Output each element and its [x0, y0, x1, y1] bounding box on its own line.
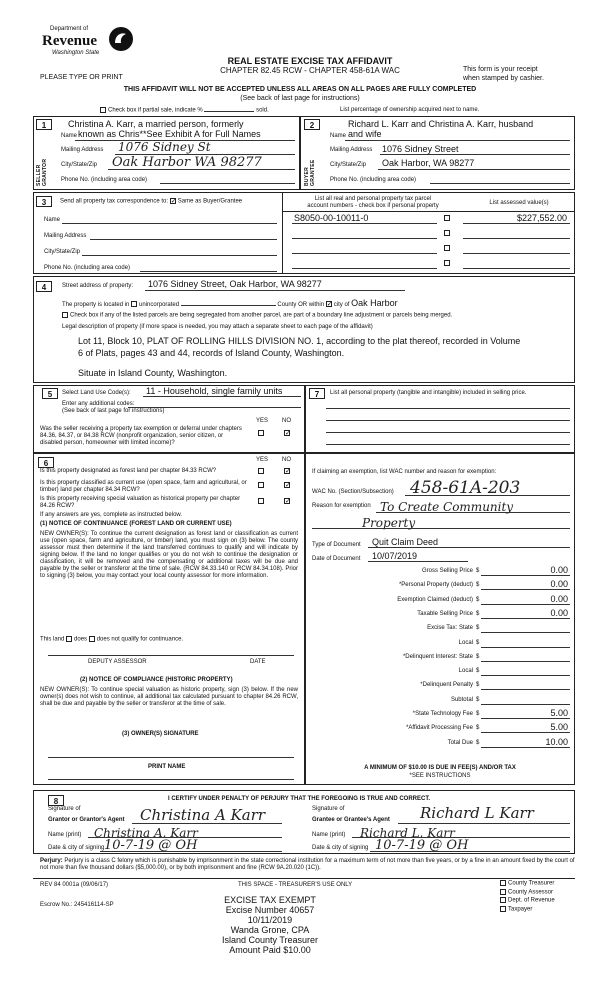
total-value[interactable]: 0.00 — [550, 579, 568, 590]
exemption-claim-label: If claiming an exemption, list WAC number and reason for exemption: — [312, 469, 497, 475]
buyer-name-line2[interactable]: and wife — [348, 129, 382, 139]
copy-checkbox[interactable] — [500, 906, 506, 912]
historic-no-checkbox[interactable] — [284, 498, 290, 504]
buyer-city-label: City/State/Zip — [330, 162, 367, 168]
total-value[interactable]: 5.00 — [550, 708, 568, 718]
total-label: *State Technology Fee — [412, 711, 473, 717]
section-6-number: 6 — [38, 457, 54, 468]
dept-label: Department of — [50, 26, 89, 32]
treasurer-space: THIS SPACE - TREASURER'S USE ONLY — [238, 882, 353, 888]
grantor-sig-of: Signature of — [48, 806, 81, 812]
s3-phone-label: Phone No. (including area code) — [44, 265, 131, 271]
print-name-label: PRINT NAME — [148, 764, 186, 770]
grantee-label: Grantee or Grantee's Agent — [312, 817, 390, 823]
forest-no-checkbox[interactable] — [284, 468, 290, 474]
grantee-name-print[interactable]: Richard L. Karr — [360, 826, 455, 840]
form-chapter: CHAPTER 82.45 RCW - CHAPTER 458-61A WAC — [220, 66, 400, 75]
buyer-vert-label: BUYER GRANTEE — [304, 159, 316, 186]
doc-type-label: Type of Document — [312, 542, 361, 548]
exempt-stamp — [190, 895, 350, 955]
street-label: Street address of property: — [62, 283, 134, 289]
grantee-date-city[interactable]: 10-7-19 @ OH — [375, 838, 469, 853]
grantor-label: Grantor or Grantor's Agent — [48, 817, 125, 823]
grantor-date-label: Date & city of signing — [48, 845, 105, 851]
s5-no: NO — [282, 418, 291, 424]
parcel-header-2: account numbers - check box if personal property — [307, 203, 439, 209]
if-yes-note: If any answers are yes, complete as instructed below. — [40, 512, 183, 518]
see-instructions: *SEE INSTRUCTIONS — [409, 773, 471, 779]
total-label: Exemption Claimed (deduct) — [397, 596, 473, 603]
revenue-logo — [40, 24, 140, 72]
buyer-name-label: Name — [330, 133, 347, 139]
s6-yes: YES — [256, 457, 269, 463]
historic-yes-checkbox[interactable] — [258, 498, 264, 504]
parcel-header-1: List all real and personal property tax parcel — [314, 196, 432, 202]
notice2-body: NEW OWNER(S): To continue special valuation as historic property, sign (3) below. If the new owner(s) does not wish to continue, all additional tax calculated pursuant to chapter 84.26 RCW, shall be due and payable by the seller or transferor at the time of sale. — [40, 687, 298, 707]
total-label: *Personal Property (deduct) — [398, 582, 473, 589]
section-5-number: 5 — [42, 388, 58, 399]
grantee-date-label: Date & city of signing — [312, 845, 369, 851]
grantor-name-label: Name (print) — [48, 832, 82, 838]
exempt-no-checkbox[interactable] — [284, 430, 290, 436]
partial-sale-checkbox[interactable] — [100, 107, 106, 113]
escrow: Escrow No.: 245416114-SP — [40, 902, 114, 908]
total-label: *Delinquent Interest: State — [402, 653, 473, 660]
unincorporated-checkbox[interactable] — [131, 301, 137, 307]
section-3-number: 3 — [36, 196, 52, 207]
total-value[interactable]: 0.00 — [550, 593, 568, 604]
total-label: Gross Selling Price — [421, 568, 473, 574]
copy-label: County Treasurer — [508, 880, 555, 887]
does-not-checkbox[interactable] — [89, 636, 95, 642]
logo-sub: Washington State — [52, 50, 100, 56]
dollar-sign: $ — [476, 682, 480, 689]
buyer-mailing-value[interactable]: 1076 Sidney Street — [382, 144, 459, 154]
exempt-question: Was the seller receiving a property tax exemption or deferral under chapters 84.36, 84.37, or 84.38 RCW (nonprofit organization, senior citizen, or disabled person, homeowner with limited income)? — [40, 426, 242, 446]
parcel-number[interactable]: S8050-00-10011-0 — [294, 213, 369, 223]
notice1-body: NEW OWNER(S): To continue the current designation as forest land or classification as current use (open space, farm and agriculture, or timber) land, you must sign on (3) below. The county assessor must then determine if the land transferred continues to qualify and will indicate by signing below. If the land no longer qualifies or you do not wish to continue the designation or classification, it will be removed and the compensating or additional taxes will be due and payable by the seller or transferor at the time of sale. (RCW 84.33.140 or RCW 84.34.108). Prior to signing (3) below, you may contact your local county assessor for more information. — [40, 531, 298, 579]
grantor-signature[interactable]: Christina A Karr — [140, 806, 266, 824]
seller-city-value[interactable]: Oak Harbor WA 98277 — [112, 155, 262, 170]
section-8-number: 8 — [48, 795, 64, 806]
wac-value[interactable]: 458-61A-203 — [410, 478, 521, 498]
historic-q: Is this property receiving special valuation as historical property per chapter 84.26 RCW? — [40, 496, 241, 509]
grantee-signature[interactable]: Richard L Karr — [420, 804, 534, 822]
total-label: Local — [458, 639, 473, 646]
copy-label: Taxpayer — [508, 906, 533, 913]
logo-swirl-icon — [108, 26, 134, 52]
buyer-city-value[interactable]: Oak Harbor, WA 98277 — [382, 158, 475, 168]
receipt-note-1: This form is your receipt — [463, 66, 538, 73]
doc-date-value[interactable]: 10/07/2019 — [372, 551, 418, 561]
same-as-buyer-checkbox[interactable] — [170, 198, 176, 204]
copy-item[interactable] — [500, 889, 555, 897]
stamp-line-4: Wanda Grone, CPA — [230, 925, 310, 935]
street-value[interactable]: 1076 Sidney Street, Oak Harbor, WA 98277 — [148, 279, 322, 289]
legal-label: Legal description of property (if more space is needed, you may attach a separate sheet to each page of the affidavit) — [62, 324, 373, 330]
assessed-header: List assessed value(s) — [489, 200, 549, 206]
doc-date-label: Date of Document — [312, 556, 361, 562]
buyer-phone-label: Phone No. (including area code) — [330, 177, 417, 183]
warning-text: THIS AFFIDAVIT WILL NOT BE ACCEPTED UNLESS ALL AREAS ON ALL PAGES ARE FULLY COMPLETED — [123, 86, 477, 93]
forest-yes-checkbox[interactable] — [258, 468, 264, 474]
parcel-personal-checkbox-3[interactable] — [444, 245, 450, 251]
dollar-sign: $ — [476, 639, 480, 646]
copy-item[interactable] — [500, 880, 555, 888]
seller-mailing-value[interactable]: 1076 Sidney St — [118, 140, 211, 154]
copy-checkbox[interactable] — [500, 880, 506, 886]
segregated-checkbox[interactable] — [62, 312, 68, 318]
copy-checkbox[interactable] — [500, 889, 506, 895]
copy-checklist — [500, 880, 555, 914]
s5-yes: YES — [256, 418, 269, 424]
s3-city-label: City/State/Zip — [44, 249, 81, 255]
seller-name-line1: Christina A. Karr, a married person, formerly — [68, 119, 244, 129]
city-of-checkbox[interactable] — [326, 301, 332, 307]
exempt-yes-checkbox[interactable] — [258, 430, 264, 436]
notice1-title: (1) NOTICE OF CONTINUANCE (FOREST LAND OR CURRENT USE) — [40, 521, 232, 527]
enter-codes: Enter any additional codes: — [62, 401, 135, 407]
located-in: The property is located in unincorporated County OR within ✓ city of Oak Harbor — [62, 298, 398, 309]
form-title: REAL ESTATE EXCISE TAX AFFIDAVIT — [227, 56, 393, 66]
current-use-q: Is this property classified as current use (open space, farm and agricultural, or timber) land per chapter 84.34 RCW? — [40, 480, 247, 493]
deputy-assessor: DEPUTY ASSESSOR — [88, 659, 147, 665]
grantor-name-print[interactable]: Christina A. Karr — [94, 826, 198, 840]
seller-mailing-label: Mailing Address — [61, 147, 104, 153]
total-value[interactable]: 10.00 — [545, 736, 568, 747]
section-7-number: 7 — [309, 388, 325, 399]
copy-label: County Assessor — [508, 889, 554, 896]
grantee-sig-of: Signature of — [312, 806, 345, 812]
section-2-number: 2 — [304, 119, 320, 130]
partial-sale: Check box if partial sale, indicate % sold. — [100, 107, 269, 115]
parcel-personal-checkbox-4[interactable] — [444, 260, 450, 266]
total-label: Excise Tax: State — [427, 625, 473, 632]
situate-line: Situate in Island County, Washington. — [78, 368, 228, 378]
stamp-line-1: EXCISE TAX EXEMPT — [224, 895, 316, 905]
dollar-sign: $ — [476, 582, 480, 589]
parcel-personal-checkbox-1[interactable] — [444, 215, 450, 221]
s3-name-label: Name — [44, 217, 61, 223]
s5-see-back: (See back of last page for instructions) — [62, 408, 165, 414]
reason-line-1[interactable]: To Create Community — [380, 500, 514, 514]
stamp-line-3: 10/11/2019 — [247, 915, 293, 925]
this-land: This land does does not qualify for continuance. — [40, 636, 184, 643]
s6-no: NO — [282, 457, 291, 463]
seller-name-label: Name — [61, 133, 78, 139]
seller-city-label: City/State/Zip — [61, 162, 98, 168]
perjury-note: Perjury: Perjury is a class C felony which is punishable by imprisonment in the state correctional institution for a maximum term of not more than five years, or by a fine in an amount fixed by the court of not more than five thousand dollars ($5,000.00), or by both imprisonment and fine (RCW 9A.20.020 (1C)). — [40, 858, 575, 871]
please-type: PLEASE TYPE OR PRINT — [40, 74, 123, 81]
dollar-sign: $ — [476, 568, 480, 574]
dollar-sign: $ — [476, 610, 480, 617]
current-use-yes-checkbox[interactable] — [258, 482, 264, 488]
grantee-name-label: Name (print) — [312, 832, 346, 838]
receipt-note-2: when stamped by cashier. — [463, 75, 544, 82]
forest-q: Is this property designated as forest land per chapter 84.33 RCW? — [40, 468, 217, 474]
total-value[interactable]: 0.00 — [550, 607, 568, 618]
dollar-sign: $ — [476, 711, 480, 717]
owner-signature-label: (3) OWNER(S) SIGNATURE — [122, 731, 199, 737]
total-value[interactable]: 0.00 — [550, 565, 568, 575]
segregated-note: Check box if any of the listed parcels are being segregated from another parcel, are part of a boundary line adjustment or parcels being merged. — [62, 312, 452, 320]
dollar-sign: $ — [476, 625, 480, 632]
doc-type-value[interactable]: Quit Claim Deed — [372, 537, 439, 547]
dollar-sign: $ — [476, 696, 480, 703]
reason-label: Reason for exemption — [312, 503, 371, 509]
legal-line-1: Lot 11, Block 10, PLAT OF ROLLING HILLS DIVISION NO. 1, according to the plat thereof, recorded in Volume — [78, 336, 521, 346]
seller-phone-label: Phone No. (including area code) — [61, 177, 148, 183]
dollar-sign: $ — [476, 739, 480, 746]
list-pct: List percentage of ownership acquired next to name. — [340, 107, 480, 113]
legal-line-2: 6 of Plats, pages 43 and 44, records of Island County, Washington. — [78, 348, 345, 358]
buyer-name-line1: Richard L. Karr and Christina A. Karr, husband — [348, 119, 534, 129]
assessed-value[interactable]: $227,552.00 — [516, 213, 567, 223]
notice2-title: (2) NOTICE OF COMPLIANCE (HISTORIC PROPERTY) — [80, 677, 233, 683]
rev-number: REV 84 0001a (09/06/17) — [40, 882, 109, 888]
deputy-date: DATE — [250, 659, 266, 665]
copy-label: Dept. of Revenue — [508, 897, 555, 904]
s3-mailing-label: Mailing Address — [44, 233, 87, 239]
grantor-date-city[interactable]: 10-7-19 @ OH — [104, 838, 198, 853]
total-label: Total Due — [447, 739, 473, 746]
copy-checkbox[interactable] — [500, 897, 506, 903]
total-label: Taxable Selling Price — [417, 610, 473, 617]
does-checkbox[interactable] — [66, 636, 72, 642]
copy-item[interactable] — [500, 897, 555, 905]
copy-item[interactable] — [500, 906, 555, 914]
parcel-personal-checkbox-2[interactable] — [444, 230, 450, 236]
reason-line-2[interactable]: Property — [362, 516, 416, 530]
dollar-sign: $ — [476, 653, 480, 660]
logo-word: Revenue — [42, 33, 97, 49]
dollar-sign: $ — [476, 668, 480, 675]
wac-label: WAC No. (Section/Subsection) — [312, 489, 394, 495]
see-back: (See back of last page for instructions) — [240, 95, 360, 102]
buyer-mailing-label: Mailing Address — [330, 147, 373, 153]
stamp-line-6: Amount Paid $10.00 — [229, 945, 311, 955]
minimum-note: A MINIMUM OF $10.00 IS DUE IN FEE(S) AND/OR TAX — [364, 765, 516, 771]
seller-name-line2[interactable]: known as Chris**See Exhibit A for Full Names — [78, 129, 261, 139]
land-use-value[interactable]: 11 - Household, single family units — [146, 386, 283, 396]
seller-vert-label: SELLER GRANTOR — [36, 158, 48, 186]
personal-property-label: List all personal property (tangible and intangible) included in selling price. — [330, 390, 527, 396]
stamp-line-5: Island County Treasurer — [221, 935, 319, 945]
total-label: *Delinquent Penalty — [420, 682, 473, 689]
section-4-number: 4 — [36, 281, 52, 292]
section-1-number: 1 — [36, 119, 52, 130]
dollar-sign: $ — [476, 596, 480, 603]
dollar-sign: $ — [476, 725, 480, 732]
total-label: *Affidavit Processing Fee — [406, 725, 473, 732]
city-of-value: Oak Harbor — [351, 298, 398, 308]
total-label: Subtotal — [450, 696, 473, 703]
total-label: Local — [458, 668, 473, 675]
certify-text: I CERTIFY UNDER PENALTY OF PERJURY THAT THE FOREGOING IS TRUE AND CORRECT. — [168, 796, 431, 802]
total-value[interactable]: 5.00 — [550, 722, 568, 733]
stamp-line-2: Excise Number 40657 — [225, 905, 315, 915]
current-use-no-checkbox[interactable] — [284, 482, 290, 488]
land-use-label: Select Land Use Code(s): — [62, 390, 131, 396]
send-correspondence: Send all property tax correspondence to: ✓ Same as Buyer/Grantee — [60, 198, 242, 206]
